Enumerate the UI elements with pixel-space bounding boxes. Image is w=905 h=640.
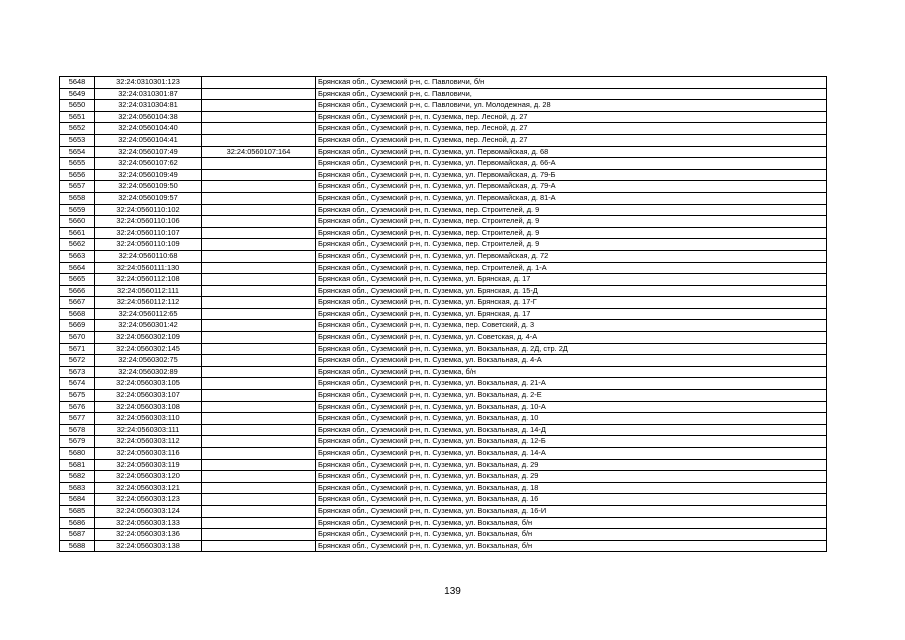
cadastral-number-cell: 32:24:0310301:87: [95, 88, 202, 100]
cadastral-number-cell: 32:24:0560111:130: [95, 262, 202, 274]
related-cadastral-number-cell: [202, 448, 316, 460]
cadastral-number-cell: 32:24:0560107:62: [95, 158, 202, 170]
table-row: [60, 204, 827, 216]
row-number-cell: 5653: [60, 134, 95, 146]
cadastral-number-cell: 32:24:0560303:119: [95, 459, 202, 471]
related-cadastral-number-cell: [202, 540, 316, 552]
related-cadastral-number-cell: [202, 332, 316, 344]
address-cell: Брянская обл., Суземский р-н, с. Павловичи,: [316, 88, 827, 100]
address-cell: Брянская обл., Суземский р-н, п. Суземка, ул. Вокзальная, б/н: [316, 529, 827, 541]
address-cell: Брянская обл., Суземский р-н, п. Суземка, ул. Вокзальная, д. 16-И: [316, 505, 827, 517]
related-cadastral-number-cell: [202, 77, 316, 89]
table-row: [60, 285, 827, 297]
related-cadastral-number-cell: [202, 424, 316, 436]
table-row: [60, 181, 827, 193]
table-row: [60, 378, 827, 390]
address-cell: Брянская обл., Суземский р-н, п. Суземка, пер. Строителей, д. 9: [316, 239, 827, 251]
cadastral-number-cell: 32:24:0560112:111: [95, 285, 202, 297]
address-cell: Брянская обл., Суземский р-н, п. Суземка, пер. Строителей, д. 9: [316, 204, 827, 216]
address-cell: Брянская обл., Суземский р-н, п. Суземка, ул. Вокзальная, д. 4-А: [316, 355, 827, 367]
address-cell: Брянская обл., Суземский р-н, п. Суземка, ул. Вокзальная, д. 29: [316, 471, 827, 483]
address-cell: Брянская обл., Суземский р-н, п. Суземка, пер. Лесной, д. 27: [316, 123, 827, 135]
related-cadastral-number-cell: [202, 181, 316, 193]
related-cadastral-number-cell: [202, 529, 316, 541]
related-cadastral-number-cell: [202, 285, 316, 297]
related-cadastral-number-cell: [202, 262, 316, 274]
table-row: [60, 262, 827, 274]
address-cell: Брянская обл., Суземский р-н, п. Суземка, ул. Брянская, д. 17: [316, 308, 827, 320]
registry-table-body: [60, 77, 827, 552]
related-cadastral-number-cell: [202, 227, 316, 239]
table-row: [60, 216, 827, 228]
address-cell: Брянская обл., Суземский р-н, п. Суземка, пер. Строителей, д. 1-А: [316, 262, 827, 274]
related-cadastral-number-cell: [202, 482, 316, 494]
table-row: [60, 517, 827, 529]
row-number-cell: 5652: [60, 123, 95, 135]
address-cell: Брянская обл., Суземский р-н, п. Суземка, пер. Строителей, д. 9: [316, 216, 827, 228]
address-cell: Брянская обл., Суземский р-н, п. Суземка, ул. Вокзальная, д. 10-А: [316, 401, 827, 413]
row-number-cell: 5674: [60, 378, 95, 390]
row-number-cell: 5672: [60, 355, 95, 367]
cadastral-number-cell: 32:24:0560303:108: [95, 401, 202, 413]
address-cell: Брянская обл., Суземский р-н, п. Суземка, ул. Вокзальная, д. 29: [316, 459, 827, 471]
related-cadastral-number-cell: [202, 505, 316, 517]
cadastral-number-cell: 32:24:0560109:57: [95, 192, 202, 204]
table-row: [60, 111, 827, 123]
cadastral-number-cell: 32:24:0560110:68: [95, 250, 202, 262]
table-row: [60, 308, 827, 320]
cadastral-number-cell: 32:24:0560303:133: [95, 517, 202, 529]
table-row: [60, 134, 827, 146]
table-row: [60, 192, 827, 204]
address-cell: Брянская обл., Суземский р-н, п. Суземка, б/н: [316, 366, 827, 378]
table-row: [60, 123, 827, 135]
table-row: [60, 459, 827, 471]
related-cadastral-number-cell: [202, 436, 316, 448]
row-number-cell: 5683: [60, 482, 95, 494]
row-number-cell: 5669: [60, 320, 95, 332]
table-row: [60, 436, 827, 448]
row-number-cell: 5677: [60, 413, 95, 425]
cadastral-number-cell: 32:24:0560301:42: [95, 320, 202, 332]
related-cadastral-number-cell: [202, 274, 316, 286]
related-cadastral-number-cell: [202, 459, 316, 471]
row-number-cell: 5654: [60, 146, 95, 158]
table-row: [60, 540, 827, 552]
cadastral-number-cell: 32:24:0560104:38: [95, 111, 202, 123]
related-cadastral-number-cell: [202, 308, 316, 320]
row-number-cell: 5657: [60, 181, 95, 193]
cadastral-number-cell: 32:24:0310304:81: [95, 100, 202, 112]
table-row: [60, 88, 827, 100]
row-number-cell: 5651: [60, 111, 95, 123]
table-row: [60, 100, 827, 112]
related-cadastral-number-cell: [202, 158, 316, 170]
row-number-cell: 5673: [60, 366, 95, 378]
related-cadastral-number-cell: [202, 123, 316, 135]
cadastral-number-cell: 32:24:0560303:111: [95, 424, 202, 436]
row-number-cell: 5659: [60, 204, 95, 216]
cadastral-number-cell: 32:24:0560110:102: [95, 204, 202, 216]
row-number-cell: 5676: [60, 401, 95, 413]
row-number-cell: 5667: [60, 297, 95, 309]
related-cadastral-number-cell: [202, 378, 316, 390]
row-number-cell: 5678: [60, 424, 95, 436]
cadastral-number-cell: 32:24:0560112:65: [95, 308, 202, 320]
related-cadastral-number-cell: [202, 494, 316, 506]
related-cadastral-number-cell: [202, 204, 316, 216]
cadastral-number-cell: 32:24:0560303:107: [95, 390, 202, 402]
row-number-cell: 5681: [60, 459, 95, 471]
row-number-cell: 5649: [60, 88, 95, 100]
address-cell: Брянская обл., Суземский р-н, п. Суземка, ул. Вокзальная, д. 10: [316, 413, 827, 425]
cadastral-number-cell: 32:24:0560303:105: [95, 378, 202, 390]
table-row: [60, 169, 827, 181]
table-row: [60, 401, 827, 413]
row-number-cell: 5684: [60, 494, 95, 506]
related-cadastral-number-cell: [202, 250, 316, 262]
address-cell: Брянская обл., Суземский р-н, п. Суземка, ул. Брянская, д. 17: [316, 274, 827, 286]
table-row: [60, 297, 827, 309]
address-cell: Брянская обл., Суземский р-н, п. Суземка, ул. Вокзальная, д. 12-Б: [316, 436, 827, 448]
table-row: [60, 146, 827, 158]
cadastral-number-cell: 32:24:0560303:124: [95, 505, 202, 517]
related-cadastral-number-cell: [202, 216, 316, 228]
address-cell: Брянская обл., Суземский р-н, п. Суземка, ул. Советская, д. 4-А: [316, 332, 827, 344]
address-cell: Брянская обл., Суземский р-н, п. Суземка, пер. Лесной, д. 27: [316, 111, 827, 123]
row-number-cell: 5658: [60, 192, 95, 204]
address-cell: Брянская обл., Суземский р-н, п. Суземка, ул. Вокзальная, б/н: [316, 540, 827, 552]
table-row: [60, 239, 827, 251]
address-cell: Брянская обл., Суземский р-н, с. Павловичи, ул. Молодежная, д. 28: [316, 100, 827, 112]
cadastral-number-cell: 32:24:0560302:109: [95, 332, 202, 344]
row-number-cell: 5675: [60, 390, 95, 402]
cadastral-number-cell: 32:24:0560109:50: [95, 181, 202, 193]
related-cadastral-number-cell: 32:24:0560107:164: [202, 146, 316, 158]
row-number-cell: 5682: [60, 471, 95, 483]
related-cadastral-number-cell: [202, 100, 316, 112]
table-row: [60, 448, 827, 460]
address-cell: Брянская обл., Суземский р-н, п. Суземка, ул. Первомайская, д. 79-Б: [316, 169, 827, 181]
related-cadastral-number-cell: [202, 88, 316, 100]
page-number: 139: [444, 586, 461, 597]
table-row: [60, 505, 827, 517]
related-cadastral-number-cell: [202, 390, 316, 402]
table-row: [60, 320, 827, 332]
address-cell: Брянская обл., Суземский р-н, п. Суземка, пер. Лесной, д. 27: [316, 134, 827, 146]
related-cadastral-number-cell: [202, 366, 316, 378]
cadastral-number-cell: 32:24:0560110:109: [95, 239, 202, 251]
cadastral-number-cell: 32:24:0560104:41: [95, 134, 202, 146]
related-cadastral-number-cell: [202, 192, 316, 204]
address-cell: Брянская обл., Суземский р-н, п. Суземка, ул. Первомайская, д. 81-А: [316, 192, 827, 204]
address-cell: Брянская обл., Суземский р-н, п. Суземка, ул. Вокзальная, д. 2-Е: [316, 390, 827, 402]
related-cadastral-number-cell: [202, 134, 316, 146]
address-cell: Брянская обл., Суземский р-н, п. Суземка, ул. Вокзальная, д. 14-Д: [316, 424, 827, 436]
table-row: [60, 471, 827, 483]
row-number-cell: 5665: [60, 274, 95, 286]
table-row: [60, 355, 827, 367]
address-cell: Брянская обл., Суземский р-н, п. Суземка, ул. Первомайская, д. 68: [316, 146, 827, 158]
row-number-cell: 5670: [60, 332, 95, 344]
address-cell: Брянская обл., Суземский р-н, п. Суземка, ул. Вокзальная, б/н: [316, 517, 827, 529]
table-row: [60, 413, 827, 425]
cadastral-number-cell: 32:24:0560303:120: [95, 471, 202, 483]
table-row: [60, 529, 827, 541]
address-cell: Брянская обл., Суземский р-н, п. Суземка, ул. Брянская, д. 15-Д: [316, 285, 827, 297]
row-number-cell: 5686: [60, 517, 95, 529]
row-number-cell: 5662: [60, 239, 95, 251]
cadastral-number-cell: 32:24:0560303:138: [95, 540, 202, 552]
related-cadastral-number-cell: [202, 111, 316, 123]
related-cadastral-number-cell: [202, 401, 316, 413]
address-cell: Брянская обл., Суземский р-н, п. Суземка, ул. Первомайская, д. 66-А: [316, 158, 827, 170]
cadastral-number-cell: 32:24:0560303:116: [95, 448, 202, 460]
table-row: [60, 227, 827, 239]
cadastral-number-cell: 32:24:0560303:121: [95, 482, 202, 494]
address-cell: Брянская обл., Суземский р-н, п. Суземка, ул. Первомайская, д. 79-А: [316, 181, 827, 193]
table-row: [60, 343, 827, 355]
table-row: [60, 250, 827, 262]
table-row: [60, 366, 827, 378]
address-cell: Брянская обл., Суземский р-н, п. Суземка, ул. Вокзальная, д. 14-А: [316, 448, 827, 460]
address-cell: Брянская обл., Суземский р-н, п. Суземка, пер. Строителей, д. 9: [316, 227, 827, 239]
cadastral-number-cell: 32:24:0560110:106: [95, 216, 202, 228]
table-row: [60, 494, 827, 506]
address-cell: Брянская обл., Суземский р-н, п. Суземка, ул. Вокзальная, д. 21-А: [316, 378, 827, 390]
table-row: [60, 424, 827, 436]
related-cadastral-number-cell: [202, 169, 316, 181]
related-cadastral-number-cell: [202, 343, 316, 355]
table-row: [60, 77, 827, 89]
cadastral-number-cell: 32:24:0560302:89: [95, 366, 202, 378]
table-row: [60, 158, 827, 170]
address-cell: Брянская обл., Суземский р-н, п. Суземка, ул. Вокзальная, д. 18: [316, 482, 827, 494]
row-number-cell: 5679: [60, 436, 95, 448]
row-number-cell: 5664: [60, 262, 95, 274]
address-cell: Брянская обл., Суземский р-н, п. Суземка, ул. Вокзальная, д. 2Д, стр. 2Д: [316, 343, 827, 355]
cadastral-number-cell: 32:24:0560302:75: [95, 355, 202, 367]
related-cadastral-number-cell: [202, 297, 316, 309]
cadastral-number-cell: 32:24:0560303:136: [95, 529, 202, 541]
row-number-cell: 5671: [60, 343, 95, 355]
row-number-cell: 5660: [60, 216, 95, 228]
related-cadastral-number-cell: [202, 320, 316, 332]
cadastral-number-cell: 32:24:0560109:49: [95, 169, 202, 181]
cadastral-number-cell: 32:24:0560107:49: [95, 146, 202, 158]
address-cell: Брянская обл., Суземский р-н, п. Суземка, пер. Советский, д. 3: [316, 320, 827, 332]
related-cadastral-number-cell: [202, 413, 316, 425]
row-number-cell: 5685: [60, 505, 95, 517]
address-cell: Брянская обл., Суземский р-н, п. Суземка, ул. Первомайская, д. 72: [316, 250, 827, 262]
related-cadastral-number-cell: [202, 517, 316, 529]
row-number-cell: 5655: [60, 158, 95, 170]
cadastral-number-cell: 32:24:0560302:145: [95, 343, 202, 355]
property-registry-table: [59, 76, 827, 552]
cadastral-number-cell: 32:24:0560110:107: [95, 227, 202, 239]
row-number-cell: 5663: [60, 250, 95, 262]
cadastral-number-cell: 32:24:0310301:123: [95, 77, 202, 89]
address-cell: Брянская обл., Суземский р-н, п. Суземка, ул. Брянская, д. 17-Г: [316, 297, 827, 309]
related-cadastral-number-cell: [202, 239, 316, 251]
cadastral-number-cell: 32:24:0560112:108: [95, 274, 202, 286]
row-number-cell: 5656: [60, 169, 95, 181]
row-number-cell: 5650: [60, 100, 95, 112]
address-cell: Брянская обл., Суземский р-н, п. Суземка, ул. Вокзальная, д. 16: [316, 494, 827, 506]
related-cadastral-number-cell: [202, 471, 316, 483]
row-number-cell: 5666: [60, 285, 95, 297]
table-row: [60, 332, 827, 344]
table-row: [60, 482, 827, 494]
table-row: [60, 390, 827, 402]
row-number-cell: 5688: [60, 540, 95, 552]
cadastral-number-cell: 32:24:0560303:112: [95, 436, 202, 448]
address-cell: Брянская обл., Суземский р-н, с. Павловичи, б/н: [316, 77, 827, 89]
row-number-cell: 5648: [60, 77, 95, 89]
row-number-cell: 5687: [60, 529, 95, 541]
row-number-cell: 5668: [60, 308, 95, 320]
cadastral-number-cell: 32:24:0560104:40: [95, 123, 202, 135]
related-cadastral-number-cell: [202, 355, 316, 367]
row-number-cell: 5680: [60, 448, 95, 460]
cadastral-number-cell: 32:24:0560303:110: [95, 413, 202, 425]
table-row: [60, 274, 827, 286]
cadastral-number-cell: 32:24:0560303:123: [95, 494, 202, 506]
cadastral-number-cell: 32:24:0560112:112: [95, 297, 202, 309]
row-number-cell: 5661: [60, 227, 95, 239]
